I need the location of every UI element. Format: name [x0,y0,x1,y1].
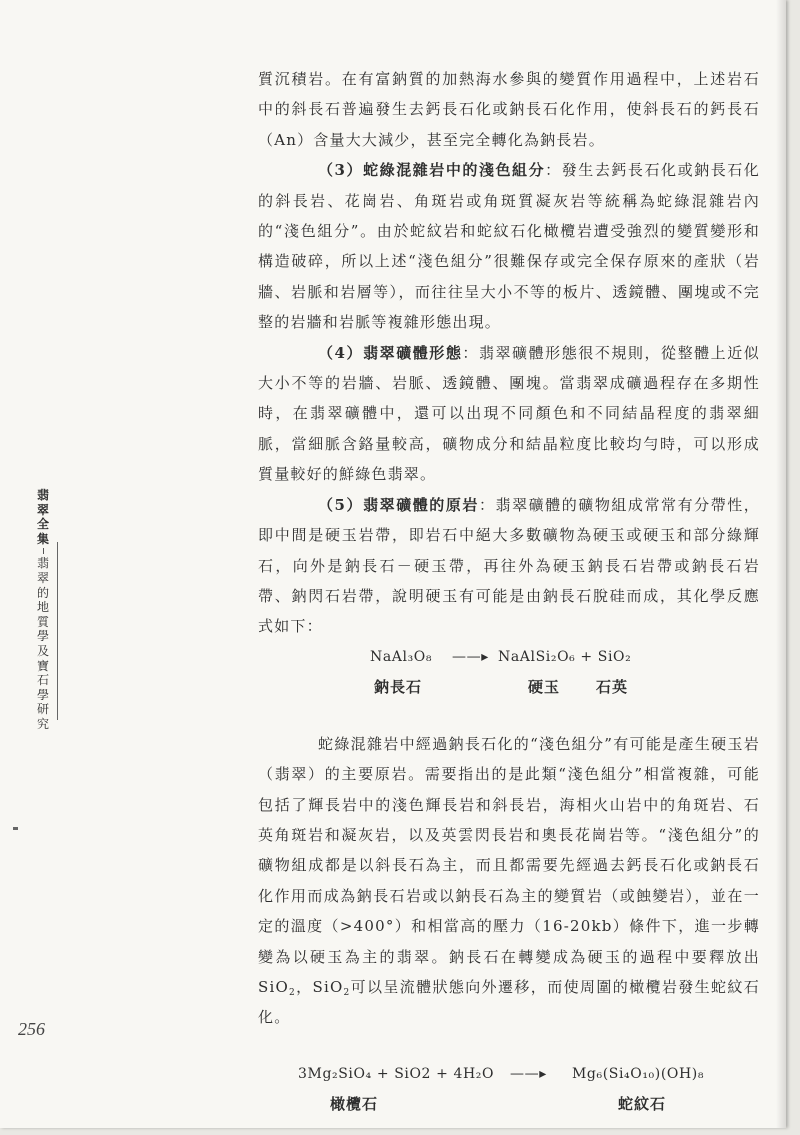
equation-1-label-jadeite: 硬玉 [528,677,561,696]
body-text [258,64,760,1119]
paragraph-4-body: ：翡翠礦體的礦物組成常常有分帶性，即中間是硬玉岩帶，即岩石中絕大多數礦物為硬玉或硬玉和部分綠輝石，向外是鈉長石－硬玉帶，再往外為硬玉鈉長石岩帶或鈉長石岩帶、鈉閃石岩帶，說明硬玉有可能是由鈉長石脫硅而成，其化學反應式如下： [258,495,760,636]
equation-olivine-to-serpentine [258,1059,760,1119]
chapter-title-char: 翠 [36,570,49,585]
paragraph-3-body: ：翡翠礦體形態很不規則，從整體上近似大小不等的岩牆、岩脈、透鏡體、團塊。當翡翠成礦過程存在多期性時，在翡翠礦體中，還可以出現不同顏色和不同結晶程度的翡翠細脈，當細脈含鉻量較高，礦物成分和結晶粒度比較均勻時，可以形成質量較好的鮮綠色翡翠。 [258,343,760,484]
paragraph-1: 質沉積岩。在有富鈉質的加熱海水參與的變質作用過程中，上述岩石中的斜長石普遍發生去鈣長石化或鈉長石化作用，使斜長石的鈣長石（An）含量大大減少，甚至完全轉化為鈉長岩。 [258,70,760,149]
equation-1-arrow: ——▸ [452,648,489,665]
chapter-title-char: 學 [36,687,49,702]
equation-1-label-quartz: 石英 [596,677,629,696]
paragraph-2 [258,155,760,337]
chapter-title-char: 及 [36,643,49,658]
paragraph-2-heading: （3）蛇綠混雜岩中的淺色組分 [318,161,546,180]
equation-2-arrow: ——▸ [510,1065,547,1082]
chapter-title-char: 地 [36,600,49,615]
margin-mark [13,827,18,830]
subscript-2b: 2 [343,987,351,998]
chapter-title-char: 翡 [36,556,49,571]
chapter-title-char: 石 [36,673,49,688]
chapter-title-char: 的 [36,585,49,600]
chapter-title-char: 研 [36,702,49,717]
chapter-title-char: 學 [36,629,49,644]
equation-1-reactant: NaAl₃O₈ [370,648,433,665]
equation-1-products: NaAlSi₂O₆ + SiO₂ [498,648,632,665]
running-header-vertical [30,488,56,732]
equation-2-product: Mg₆(Si₄O₁₀)(OH)₈ [572,1065,705,1082]
chapter-title [30,556,56,731]
subscript-2a: 2 [288,987,296,998]
paragraph-5-part-b: ，SiO [295,977,344,996]
book-title-char: 翡 [36,488,49,502]
paragraph-5-part-c: 可以呈流體狀態向外遷移，而使周圍的橄欖岩發生蛇紋石化。 [258,977,760,1027]
paragraph-5-part-a: 蛇綠混雜岩中經過鈉長石化的“淺色組分”有可能是產生硬玉岩（翡翠）的主要原岩。需要指出的是此類“淺色組分”相當複雜，可能包括了輝長岩中的淺色輝長岩和斜長岩，海相火山岩中的角斑岩、石英角斑岩和凝灰岩，以及英雲閃長岩和奧長花崗岩等。“淺色組分”的礦物組成都是以斜長石為主，而且都需要先經過去鈣長石化或鈉長石化作用而成為鈉長石岩或以鈉長石為主的變質岩（或蝕變岩），並在一定的溫度（>400°）和相當高的壓力（16-20kb）條件下，進一步轉變為以硬玉為主的翡翠。鈉長石在轉變成為硬玉的過程中要釋放出SiO [258,734,760,996]
page-number: 256 [18,1019,45,1039]
book-title-char: 翠 [36,502,49,517]
equation-1-label-albite: 鈉長石 [374,677,423,696]
paragraph-3 [258,338,760,490]
paragraph-4 [258,490,760,642]
book-title-char: 集 [36,531,49,546]
book-title-char: 全 [36,517,49,532]
equation-2-label-olivine: 橄欖石 [330,1094,379,1113]
chapter-title-char: 究 [36,716,49,731]
equation-2-reactants: 3Mg₂SiO₄ + SiO2 + 4H₂O [298,1065,495,1082]
paragraph-3-heading: （4）翡翠礦體形態 [318,343,463,362]
chapter-title-char: 寶 [36,658,49,673]
header-vertical-rule [57,542,58,720]
paragraph-5 [258,729,760,1033]
paragraph-4-heading: （5）翡翠礦體的原岩 [318,495,479,514]
paragraph-2-body: ：發生去鈣長石化或鈉長石化的斜長岩、花崗岩、角斑岩或角斑質凝灰岩等統稱為蛇綠混雜岩內的“淺色組分”。由於蛇紋岩和蛇紋石化橄欖岩遭受強烈的變質變形和構造破碎，所以上述“淺色組分”很難保存或完全保存原來的產狀（岩牆、岩脈和岩層等），而往往呈大小不等的板片、透鏡體、團塊或不完整的岩牆和岩脈等複雜形態出現。 [258,161,760,332]
chapter-title-char: 質 [36,614,49,629]
book-title [30,488,56,546]
equation-albite-to-jadeite [258,642,760,702]
header-divider [43,548,44,554]
equation-2-label-serpentine: 蛇紋石 [618,1094,667,1113]
